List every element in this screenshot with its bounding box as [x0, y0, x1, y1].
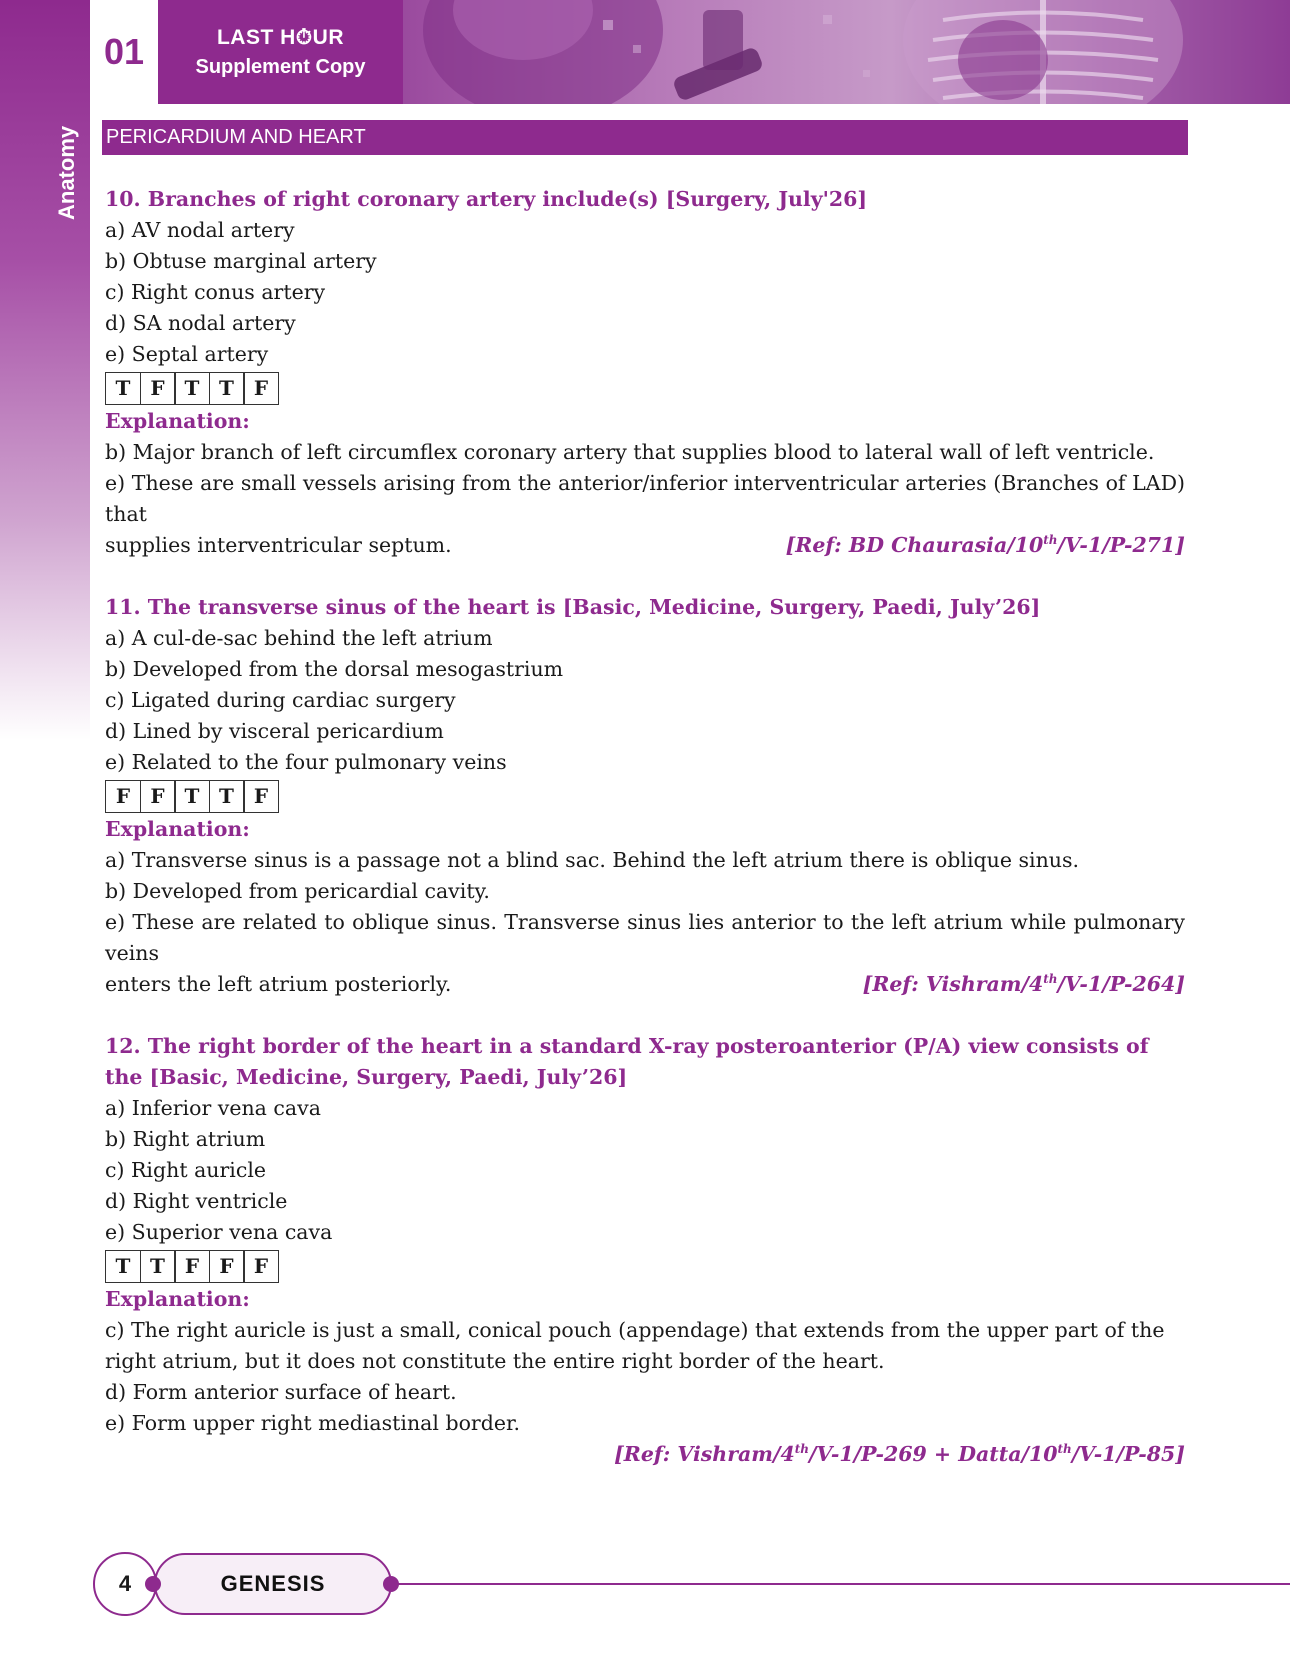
brand-box	[158, 0, 403, 104]
footer-rule	[380, 1583, 1290, 1585]
question-12	[105, 1031, 1185, 1470]
reference-text: [Ref: Vishram/4	[614, 1442, 795, 1466]
question-title: 10. Branches of right coronary artery include(s) [Surgery, July'26]	[105, 187, 868, 211]
option-d: d) Lined by visceral pericardium	[105, 719, 444, 743]
answer-cell: T	[105, 372, 141, 405]
option-e: e) Superior vena cava	[105, 1220, 333, 1244]
reference-text: /V-1/P-85]	[1071, 1442, 1185, 1466]
explanation-ref-line	[105, 530, 1185, 561]
option-b: b) Developed from the dorsal mesogastrium	[105, 657, 564, 681]
subject-label: Anatomy	[54, 125, 79, 221]
explanation-line: a) Transverse sinus is a passage not a blind sac. Behind the left atrium there is oblique sinus.	[105, 848, 1080, 872]
answer-cell: T	[140, 1250, 176, 1283]
explanation-line: supplies interventricular septum.	[105, 533, 452, 557]
answer-cell: F	[243, 780, 279, 813]
answer-cell: F	[140, 372, 176, 405]
answer-key	[105, 1250, 1185, 1283]
side-stripe	[0, 0, 90, 740]
explanation-line: d) Form anterior surface of heart.	[105, 1380, 457, 1404]
question-11	[105, 592, 1185, 1000]
answer-cell: T	[209, 780, 245, 813]
explanation-label: Explanation:	[105, 1287, 250, 1311]
option-c: c) Ligated during cardiac surgery	[105, 688, 456, 712]
explanation-line: enters the left atrium posteriorly.	[105, 972, 452, 996]
answer-cell: T	[174, 780, 210, 813]
explanation-line: c) The right auricle is just a small, conical pouch (appendage) that extends from the upper part of the right atrium, but it does not constitute the entire right border of the heart.	[105, 1318, 1165, 1373]
reference-superscript: th	[794, 1442, 809, 1457]
header-anatomy-image	[403, 0, 1290, 104]
brand-subtitle: Supplement Copy	[195, 55, 366, 78]
explanation-ref-line	[105, 969, 1185, 1000]
reference-text: /V-1/P-269 + Datta/10	[809, 1442, 1058, 1466]
reference-text: [Ref: Vishram/4	[862, 972, 1044, 996]
question-10	[105, 184, 1185, 561]
explanation-line: e) These are related to oblique sinus. Transverse sinus lies anterior to the left atrium while pulmonary veins	[105, 910, 1185, 965]
option-a: a) A cul-de-sac behind the left atrium	[105, 626, 493, 650]
answer-cell: F	[140, 780, 176, 813]
footer-dot	[383, 1576, 399, 1592]
answer-cell: F	[105, 780, 141, 813]
explanation-label: Explanation:	[105, 409, 250, 433]
reference-text: /V-1/P-271]	[1057, 533, 1185, 557]
page-header	[90, 0, 1290, 104]
answer-key	[105, 372, 1185, 405]
answer-cell: F	[243, 372, 279, 405]
reference-text: /V-1/P-264]	[1057, 972, 1185, 996]
questions-content	[105, 184, 1185, 1501]
explanation-line: b) Major branch of left circumflex coronary artery that supplies blood to lateral wall of left ventricle.	[105, 440, 1155, 464]
reference	[786, 530, 1185, 561]
reference-superscript: th	[1043, 972, 1058, 987]
answer-cell: T	[105, 1250, 141, 1283]
option-a: a) Inferior vena cava	[105, 1096, 321, 1120]
option-c: c) Right conus artery	[105, 280, 326, 304]
answer-cell: F	[174, 1250, 210, 1283]
answer-cell: F	[209, 1250, 245, 1283]
footer-brand: GENESIS	[154, 1553, 392, 1615]
answer-cell: T	[209, 372, 245, 405]
answer-cell: F	[243, 1250, 279, 1283]
option-a: a) AV nodal artery	[105, 218, 295, 242]
footer-dot	[145, 1576, 161, 1592]
explanation-line: e) These are small vessels arising from the anterior/inferior interventricular arteries (Branches of LAD) that	[105, 471, 1185, 526]
answer-cell: T	[174, 372, 210, 405]
answer-key	[105, 780, 1185, 813]
page-number: 4	[93, 1552, 157, 1616]
reference-superscript: th	[1043, 533, 1058, 548]
option-e: e) Related to the four pulmonary veins	[105, 750, 507, 774]
section-banner: PERICARDIUM AND HEART	[102, 120, 1188, 155]
explanation-line: b) Developed from pericardial cavity.	[105, 879, 490, 903]
anatomy-illustration	[403, 0, 1290, 104]
option-c: c) Right auricle	[105, 1158, 267, 1182]
option-e: e) Septal artery	[105, 342, 269, 366]
question-title: 11. The transverse sinus of the heart is [Basic, Medicine, Surgery, Paedi, July’26]	[105, 595, 1041, 619]
option-d: d) Right ventricle	[105, 1189, 288, 1213]
explanation-line: e) Form upper right mediastinal border.	[105, 1411, 521, 1435]
question-title: 12. The right border of the heart in a standard X-ray posteroanterior (P/A) view consists of the [Basic, Medicine, Surgery, Paedi, July’26]	[105, 1034, 1149, 1089]
reference	[105, 1439, 1185, 1470]
option-b: b) Right atrium	[105, 1127, 266, 1151]
explanation-label: Explanation:	[105, 817, 250, 841]
reference	[863, 969, 1185, 1000]
reference-text: [Ref: BD Chaurasia/10	[785, 533, 1044, 557]
reference-superscript: th	[1057, 1442, 1072, 1457]
chapter-number: 01	[90, 0, 158, 104]
brand-title: LAST H⏱UR	[216, 25, 345, 49]
option-b: b) Obtuse marginal artery	[105, 249, 377, 273]
option-d: d) SA nodal artery	[105, 311, 296, 335]
